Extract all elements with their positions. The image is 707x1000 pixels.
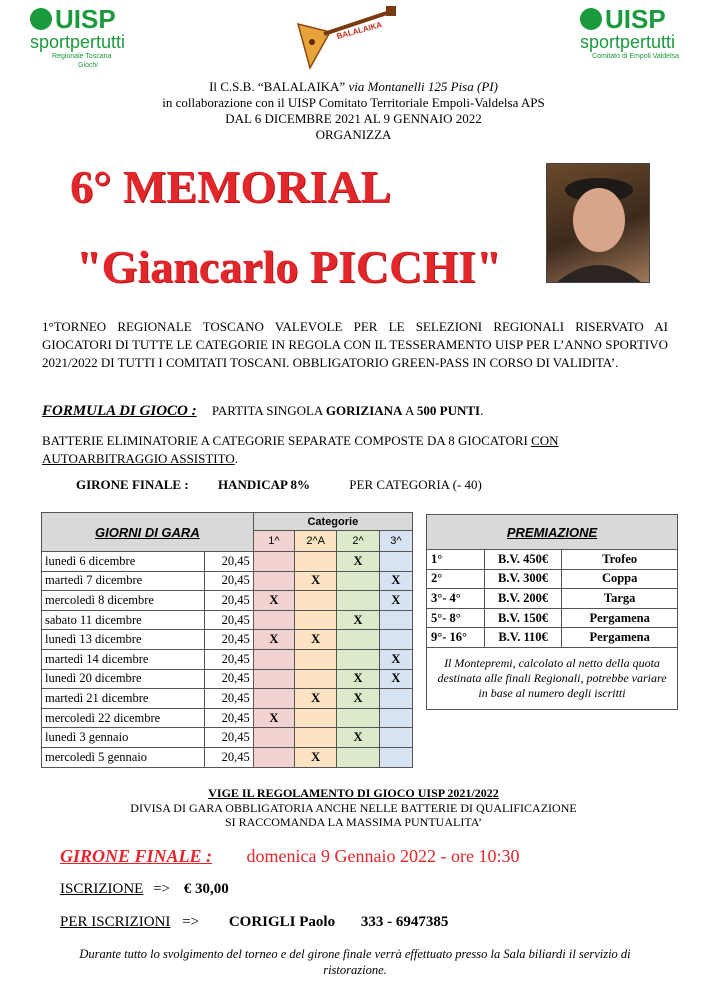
girone-finale-handicap: GIRONE FINALE : HANDICAP 8% PER CATEGORIA (- 40): [76, 477, 482, 492]
category-mark: X: [379, 669, 412, 689]
rules-line-2: DIVISA DI GARA OBBLIGATORIA ANCHE NELLE BATTERIE DI QUALIFICAZIONE: [130, 800, 577, 815]
category-mark: X: [295, 747, 337, 767]
category-mark: [337, 591, 379, 611]
category-mark: [295, 610, 337, 630]
category-mark: [379, 630, 412, 650]
schedule-row: [42, 610, 413, 630]
uisp-emblem-icon: [580, 8, 602, 30]
category-mark: [379, 728, 412, 748]
schedule-row: [42, 708, 413, 728]
category-mark: [295, 669, 337, 689]
category-header: 1^: [253, 531, 294, 552]
game-day: martedì 14 dicembre: [42, 649, 205, 669]
prize-row: [427, 569, 678, 589]
category-mark: [253, 571, 294, 591]
uisp-logo-right: UISP sportpertutti Comitato di Empoli Valdelsa: [580, 4, 680, 60]
premiazione-header: PREMIAZIONE: [427, 515, 678, 550]
category-mark: [253, 610, 294, 630]
schedule-row: [42, 669, 413, 689]
prize-place: 9°- 16°: [427, 628, 485, 648]
prize-place: 2°: [427, 569, 485, 589]
balalaika-logo: BALALAIKA: [290, 4, 400, 74]
game-day: mercoledì 8 dicembre: [42, 591, 205, 611]
premiazione-note: Il Montepremi, calcolato al netto della quota destinata alle finali Regionali, potrebbe variare in base al numero degli iscritti: [427, 647, 678, 709]
schedule-row: [42, 689, 413, 709]
category-mark: X: [253, 708, 294, 728]
category-mark: [295, 649, 337, 669]
game-day: martedì 7 dicembre: [42, 571, 205, 591]
category-mark: X: [295, 630, 337, 650]
category-mark: X: [379, 591, 412, 611]
iscrizione-line: ISCRIZIONE => € 30,00: [60, 881, 229, 897]
game-time: 20,45: [205, 571, 253, 591]
prize-prize: B.V. 150€: [484, 608, 562, 628]
schedule-table: [41, 512, 413, 768]
game-time: 20,45: [205, 689, 253, 709]
category-mark: [295, 708, 337, 728]
category-mark: [253, 747, 294, 767]
schedule-row: [42, 571, 413, 591]
game-time: 20,45: [205, 649, 253, 669]
category-mark: [295, 591, 337, 611]
category-mark: [337, 747, 379, 767]
prize-award: Pergamena: [562, 608, 678, 628]
intro-line-4: ORGANIZZA: [315, 127, 392, 142]
category-mark: [337, 708, 379, 728]
category-mark: [337, 571, 379, 591]
prize-row: [427, 550, 678, 570]
premiazione-table: [426, 514, 678, 710]
rules-block: [60, 786, 647, 830]
prize-award: Coppa: [562, 569, 678, 589]
schedule-row: [42, 649, 413, 669]
category-mark: X: [337, 610, 379, 630]
category-mark: X: [253, 591, 294, 611]
prize-prize: B.V. 450€: [484, 550, 562, 570]
prize-prize: B.V. 110€: [484, 628, 562, 648]
category-mark: [337, 649, 379, 669]
schedule-row: [42, 552, 413, 572]
rules-line-1: VIGE IL REGOLAMENTO DI GIOCO UISP 2021/2022: [208, 786, 499, 800]
game-time: 20,45: [205, 669, 253, 689]
category-mark: X: [295, 571, 337, 591]
category-mark: [253, 728, 294, 748]
tournament-description: 1°TORNEO REGIONALE TOSCANO VALEVOLE PER LE SELEZIONI REGIONALI RISERVATO AI GIOCATORI DI TUTTE LE CATEGORIE IN REGOLA CON IL TESSERAMENTO UISP PER L’ANNO SPORTIVO 2021/2022 DI TUTTI I COMITATI TOSCANI. OBBLIGATORIO GREEN-PASS IN CORSO DI VALIDITA’.: [42, 319, 668, 370]
category-mark: [379, 610, 412, 630]
prize-row: [427, 628, 678, 648]
intro-line-3: DAL 6 DICEMBRE 2021 AL 9 GENNAIO 2022: [225, 111, 482, 126]
uisp-logo-left: UISP sportpertutti Regionale Toscana Giochi: [30, 4, 126, 69]
intro-block: [100, 79, 607, 143]
schedule-row: [42, 591, 413, 611]
category-mark: [253, 669, 294, 689]
category-mark: [253, 689, 294, 709]
portrait-photo: [546, 163, 650, 283]
schedule-header: GIORNI DI GARA: [42, 513, 254, 552]
rules-line-3: SI RACCOMANDA LA MASSIMA PUNTUALITA’: [224, 815, 483, 829]
game-day: lunedì 13 dicembre: [42, 630, 205, 650]
game-time: 20,45: [205, 591, 253, 611]
memorial-title-line-1: 6° MEMORIAL: [70, 161, 392, 212]
prize-award: Pergamena: [562, 628, 678, 648]
category-mark: X: [295, 689, 337, 709]
intro-line-1: Il C.S.B. “BALALAIKA” via Montanelli 125 Pisa (PI): [209, 79, 498, 94]
prize-award: Trofeo: [562, 550, 678, 570]
category-mark: X: [379, 649, 412, 669]
game-time: 20,45: [205, 708, 253, 728]
schedule-row: [42, 747, 413, 767]
category-mark: [295, 728, 337, 748]
contact-line: PER ISCRIZIONI => CORIGLI Paolo 333 - 6947385: [60, 914, 449, 930]
category-mark: [379, 747, 412, 767]
game-day: sabato 11 dicembre: [42, 610, 205, 630]
game-day: martedì 21 dicembre: [42, 689, 205, 709]
prize-place: 3°- 4°: [427, 589, 485, 609]
game-day: lunedì 6 dicembre: [42, 552, 205, 572]
category-mark: X: [253, 630, 294, 650]
portrait-icon: [547, 164, 649, 282]
category-mark: [379, 708, 412, 728]
category-header: 2^: [337, 531, 379, 552]
prize-row: [427, 608, 678, 628]
schedule-row: [42, 728, 413, 748]
schedule-row: [42, 630, 413, 650]
categorie-header: Categorie: [253, 513, 412, 531]
category-mark: [253, 552, 294, 572]
game-time: 20,45: [205, 630, 253, 650]
batterie-text: BATTERIE ELIMINATORIE A CATEGORIE SEPARATE COMPOSTE DA 8 GIOCATORI CON AUTOARBITRAGGIO ASSISTITO.: [42, 433, 559, 466]
prize-row: [427, 589, 678, 609]
game-time: 20,45: [205, 552, 253, 572]
prize-place: 5°- 8°: [427, 608, 485, 628]
category-mark: X: [337, 689, 379, 709]
final-line: GIRONE FINALE : domenica 9 Gennaio 2022 - ore 10:30: [60, 846, 520, 866]
category-mark: [379, 552, 412, 572]
prize-place: 1°: [427, 550, 485, 570]
category-mark: [253, 649, 294, 669]
game-time: 20,45: [205, 747, 253, 767]
memorial-title-line-2: "Giancarlo PICCHI": [76, 241, 502, 292]
game-day: lunedì 20 dicembre: [42, 669, 205, 689]
category-header: 2^A: [295, 531, 337, 552]
intro-line-2: in collaborazione con il UISP Comitato Territoriale Empoli-Valdelsa APS: [162, 95, 545, 110]
category-mark: X: [337, 669, 379, 689]
game-time: 20,45: [205, 610, 253, 630]
game-day: mercoledì 5 gennaio: [42, 747, 205, 767]
prize-award: Targa: [562, 589, 678, 609]
prize-prize: B.V. 300€: [484, 569, 562, 589]
game-day: lunedì 3 gennaio: [42, 728, 205, 748]
category-header: 3^: [379, 531, 412, 552]
category-mark: X: [337, 552, 379, 572]
uisp-emblem-icon: [30, 8, 52, 30]
category-mark: X: [337, 728, 379, 748]
prize-prize: B.V. 200€: [484, 589, 562, 609]
game-time: 20,45: [205, 728, 253, 748]
category-mark: [379, 689, 412, 709]
category-mark: [295, 552, 337, 572]
category-mark: [337, 630, 379, 650]
footer-note: Durante tutto lo svolgimento del torneo e del girone finale verrà effettuato presso la Sala biliardi il servizio di ristorazione.: [79, 947, 631, 977]
category-mark: X: [379, 571, 412, 591]
game-day: mercoledì 22 dicembre: [42, 708, 205, 728]
formula-line: FORMULA DI GIOCO : PARTITA SINGOLA GORIZIANA A 500 PUNTI.: [42, 403, 484, 419]
